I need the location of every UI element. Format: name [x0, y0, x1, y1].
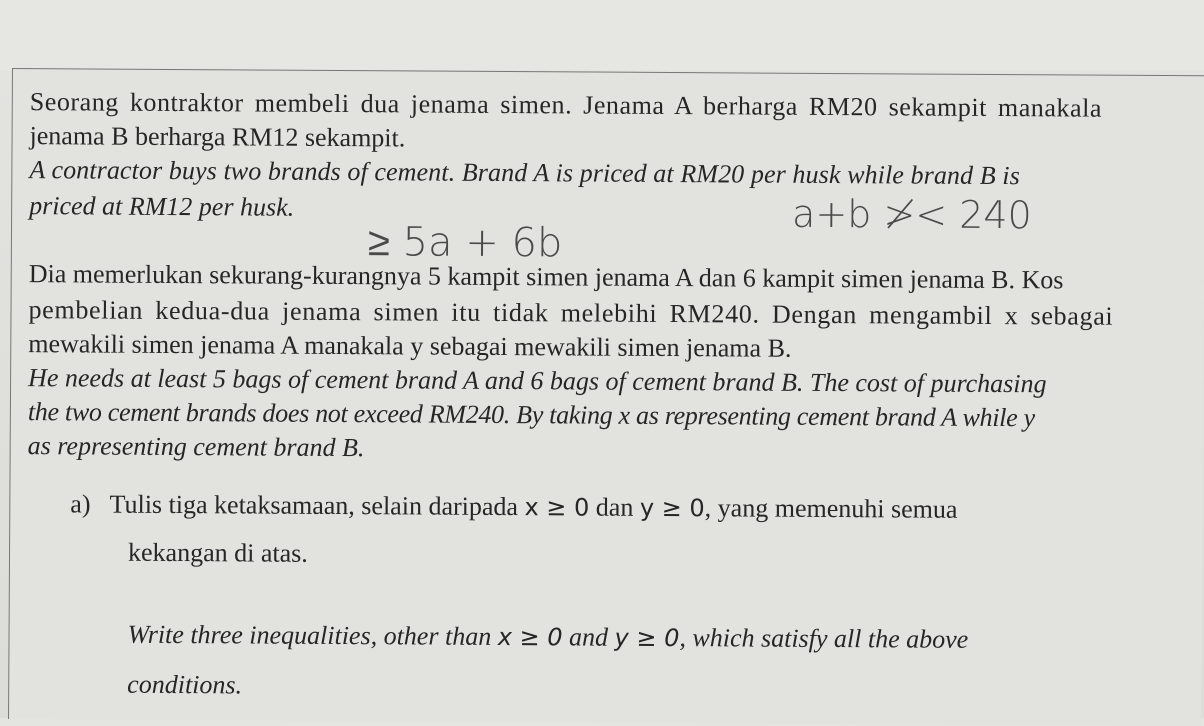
english-conditions-line-2: the two cement brands does not exceed RM240. By taking x as representing cement brand A while y [27, 397, 1035, 433]
question-a-english-line-2: conditions. [127, 669, 243, 700]
english-intro-line-1: A contractor buys two brands of cement. Brand A is priced at RM20 per husk while brand B is [29, 155, 1020, 191]
question-a-english-tail: , which satisfy all the above [679, 623, 969, 654]
handwritten-note-right: a+b ≯< 240 [791, 191, 1032, 238]
conjunction-and: and [569, 622, 609, 652]
worksheet-page [8, 68, 1204, 726]
malay-conditions-line-1: Dia memerlukan sekurang-kurangnya 5 kampit simen jenama A dan 6 kampit simen jenama B. Kos [28, 259, 1064, 295]
malay-conditions-line-2: pembelian kedua-dua jenama simen itu tidak melebihi RM240. Dengan mengambil x sebagai [28, 295, 1114, 331]
english-intro-line-2: priced at RM12 per husk. [29, 191, 295, 222]
inequality-y-nonneg-en: y ≥ 0 [614, 623, 680, 653]
conjunction-dan: dan [595, 492, 634, 522]
inequality-y-nonneg: y ≥ 0 [639, 493, 705, 523]
malay-intro-line-1: Seorang kontraktor membeli dua jenama simen. Jenama A berharga RM20 sekampit manakala [29, 87, 1103, 123]
question-a-malay-tail: , yang memenuhi semua [704, 493, 958, 524]
english-conditions-line-1: He needs at least 5 bags of cement brand A and 6 bags of cement brand B. The cost of purchasing [28, 363, 1047, 399]
question-a-malay-line-1 [70, 489, 957, 524]
question-a-english-text: Write three inequalities, other than [127, 619, 492, 651]
question-a-malay-text: Tulis tiga ketaksamaan, selain daripada [109, 489, 519, 522]
malay-conditions-line-3: mewakili simen jenama A manakala y sebagai mewakili simen jenama B. [28, 329, 792, 363]
background-surface [0, 0, 1204, 70]
malay-intro-line-2: jenama B berharga RM12 sekampit. [29, 121, 406, 153]
inequality-x-nonneg: x ≥ 0 [524, 493, 590, 522]
question-label: a) [70, 489, 91, 519]
english-conditions-line-3: as representing cement brand B. [27, 431, 365, 463]
question-a-malay-line-2: kekangan di atas. [127, 537, 308, 568]
question-a-english-line-1 [127, 620, 968, 655]
handwritten-note-left: ≥ 5a + 6b [367, 219, 563, 267]
inequality-x-nonneg-en: x ≥ 0 [497, 622, 563, 652]
